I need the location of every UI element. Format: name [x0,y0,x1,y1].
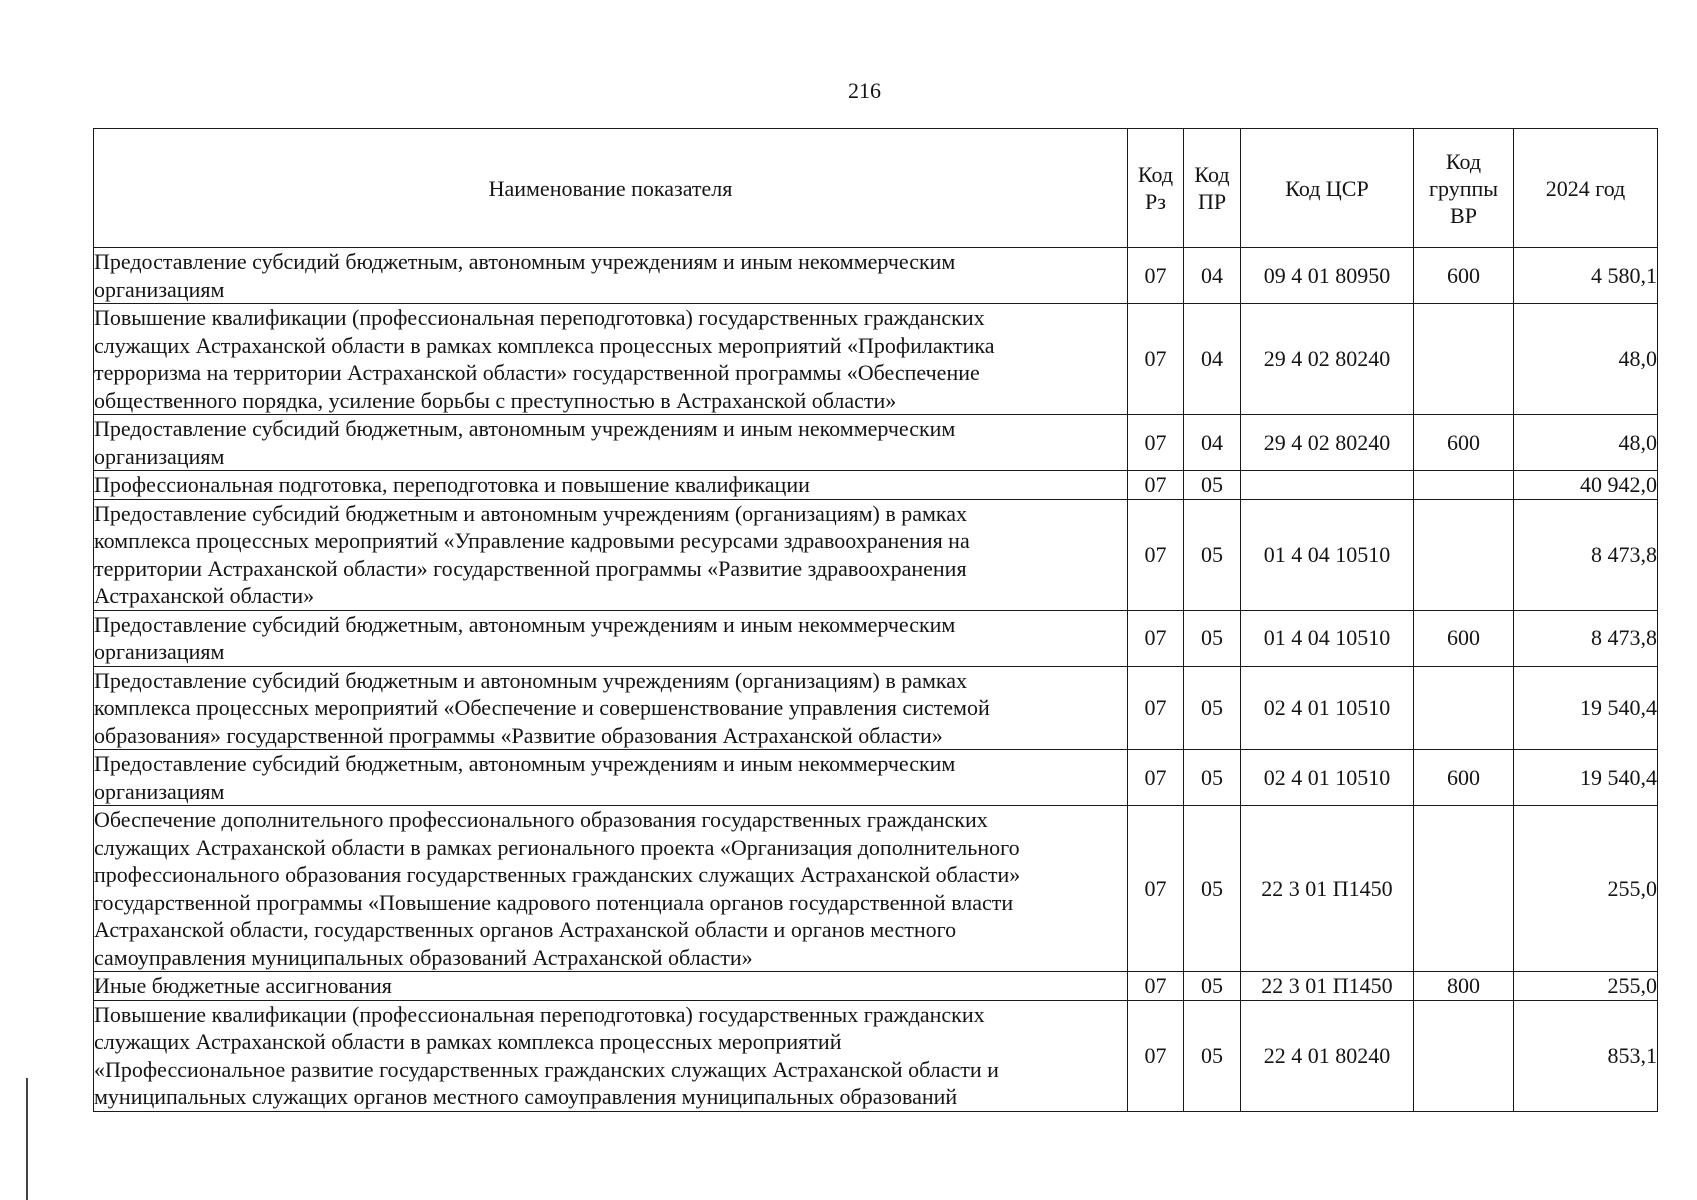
code-vr [1414,666,1514,750]
indicator-name-line: общественного порядка, усиление борьбы с преступностью в Астраханской области» [94,387,897,413]
page-number: 216 [848,78,881,103]
table-row [94,499,1658,610]
table-row [94,610,1658,666]
code-pr: 04 [1184,415,1241,471]
indicator-name-line: Астраханской области, государственных органов Астраханской области и органов местного [94,917,957,942]
indicator-name [94,750,1128,806]
code-csr: 29 4 02 80240 [1241,304,1414,415]
indicator-name [94,666,1128,750]
code-rz: 07 [1128,499,1184,610]
indicator-name-line: Предоставление субсидий бюджетным, автономным учреждениям и иным некоммерческим [94,416,956,441]
indicator-name-line: служащих Астраханской области в рамках комплекса процессных мероприятий [94,1029,842,1054]
amount-2024: 40 942,0 [1514,471,1658,500]
header-csr: Код ЦСР [1241,129,1414,248]
amount-2024: 19 540,4 [1514,666,1658,750]
indicator-name-line: Предоставление субсидий бюджетным и автономным учреждениям (организациям) в рамках [94,667,968,693]
indicator-name-line: организациям [94,276,225,302]
indicator-name [94,610,1128,666]
code-csr [1241,471,1414,500]
amount-2024: 19 540,4 [1514,750,1658,806]
table-row [94,248,1658,304]
indicator-name [94,499,1128,610]
code-rz: 07 [1128,610,1184,666]
code-pr: 04 [1184,248,1241,304]
table-row [94,471,1658,500]
indicator-name [94,415,1128,471]
indicator-name-line: Предоставление субсидий бюджетным, автономным учреждениям и иным некоммерческим [94,249,956,274]
amount-2024: 48,0 [1514,415,1658,471]
amount-2024: 4 580,1 [1514,248,1658,304]
code-csr: 22 3 01 П1450 [1241,972,1414,1001]
amount-2024: 255,0 [1514,972,1658,1001]
indicator-name-line: образования» государственной программы «Развитие образования Астраханской области» [94,722,943,748]
indicator-name-line: Обеспечение дополнительного профессионального образования государственных гражданских [94,807,988,832]
indicator-name-line: профессионального образования государственных гражданских служащих Астраханской области» [94,862,1021,887]
code-vr [1414,1000,1514,1111]
indicator-name-line: территории Астраханской области» государственной программы «Развитие здравоохранения [94,555,967,581]
code-vr: 600 [1414,415,1514,471]
table-row [94,304,1658,415]
indicator-name-line: муниципальных служащих органов местного самоуправления муниципальных образований [94,1084,958,1109]
indicator-name-line: служащих Астраханской области в рамках регионального проекта «Организация дополнительного [94,834,1020,860]
code-csr: 09 4 01 80950 [1241,248,1414,304]
code-rz: 07 [1128,972,1184,1001]
indicator-name-line: Повышение квалификации (профессиональная переподготовка) государственных гражданских [94,1001,985,1027]
indicator-name-line: «Профессиональное развитие государственных гражданских служащих Астраханской области и [94,1056,999,1082]
code-pr: 05 [1184,610,1241,666]
table-body [94,248,1658,1112]
code-rz: 07 [1128,248,1184,304]
code-rz: 07 [1128,1000,1184,1111]
indicator-name-line: Астраханской области» [94,583,315,608]
table-row [94,972,1658,1001]
indicator-name [94,248,1128,304]
code-pr: 05 [1184,750,1241,806]
code-vr: 800 [1414,972,1514,1001]
table-row [94,750,1658,806]
header-vr-line: Код [1445,148,1482,174]
table-row [94,1000,1658,1111]
header-rz [1128,129,1184,248]
indicator-name-line: комплекса процессных мероприятий «Обеспечение и совершенствование управления системой [94,695,990,720]
code-pr: 05 [1184,666,1241,750]
code-csr: 01 4 04 10510 [1241,499,1414,610]
code-csr: 01 4 04 10510 [1241,610,1414,666]
code-csr: 22 3 01 П1450 [1241,806,1414,972]
indicator-name [94,1000,1128,1111]
code-csr: 22 4 01 80240 [1241,1000,1414,1111]
code-pr: 05 [1184,972,1241,1001]
code-rz: 07 [1128,666,1184,750]
amount-2024: 48,0 [1514,304,1658,415]
header-pr [1184,129,1241,248]
code-csr: 02 4 01 10510 [1241,750,1414,806]
indicator-name [94,972,1128,1001]
table-row [94,666,1658,750]
code-pr: 05 [1184,1000,1241,1111]
indicator-name-line: организациям [94,443,225,469]
code-rz: 07 [1128,415,1184,471]
amount-2024: 853,1 [1514,1000,1658,1111]
code-pr: 05 [1184,471,1241,500]
header-vr-line: ВР [1450,202,1477,228]
indicator-name-line: самоуправления муниципальных образований Астраханской области» [94,944,753,970]
code-csr: 29 4 02 80240 [1241,415,1414,471]
budget-table [93,128,1658,1112]
header-vr-line: группы [1428,175,1499,201]
code-rz: 07 [1128,750,1184,806]
code-pr: 05 [1184,499,1241,610]
header-pr-line: ПР [1197,189,1227,214]
indicator-name-line: комплекса процессных мероприятий «Управление кадровыми ресурсами здравоохранения на [94,528,970,553]
indicator-name-line: терроризма на территории Астраханской области» государственной программы «Обеспечение [94,360,980,385]
code-rz: 07 [1128,471,1184,500]
header-name: Наименование показателя [94,129,1128,248]
code-vr: 600 [1414,248,1514,304]
code-vr [1414,471,1514,500]
table-row [94,806,1658,972]
indicator-name-line: Предоставление субсидий бюджетным и автономным учреждениям (организациям) в рамках [94,500,968,526]
indicator-name-line: Профессиональная подготовка, переподготовка и повышение квалификации [94,472,810,497]
indicator-name-line: государственной программы «Повышение кадрового потенциала органов государственной власти [94,889,1014,915]
code-rz: 07 [1128,806,1184,972]
header-rz-line: Код [1137,162,1174,187]
indicator-name-line: организациям [94,639,225,664]
code-vr [1414,499,1514,610]
header-rz-line: Рз [1145,189,1166,214]
code-vr: 600 [1414,750,1514,806]
table-row [94,415,1658,471]
indicator-name-line: Предоставление субсидий бюджетным, автономным учреждениям и иным некоммерческим [94,751,956,776]
header-vr [1414,129,1514,248]
amount-2024: 8 473,8 [1514,499,1658,610]
indicator-name-line: Повышение квалификации (профессиональная переподготовка) государственных гражданских [94,305,985,330]
code-rz: 07 [1128,304,1184,415]
code-pr: 04 [1184,304,1241,415]
indicator-name [94,806,1128,972]
indicator-name-line: Иные бюджетные ассигнования [94,973,392,998]
header-year: 2024 год [1514,129,1658,248]
indicator-name-line: служащих Астраханской области в рамках комплекса процессных мероприятий «Профилактика [94,332,995,358]
indicator-name [94,304,1128,415]
indicator-name-line: организациям [94,778,225,804]
amount-2024: 255,0 [1514,806,1658,972]
margin-line [26,1078,28,1200]
code-vr: 600 [1414,610,1514,666]
code-vr [1414,806,1514,972]
header-row [94,129,1658,248]
indicator-name [94,471,1128,500]
code-vr [1414,304,1514,415]
code-csr: 02 4 01 10510 [1241,666,1414,750]
amount-2024: 8 473,8 [1514,610,1658,666]
code-pr: 05 [1184,806,1241,972]
header-pr-line: Код [1194,162,1230,187]
indicator-name-line: Предоставление субсидий бюджетным, автономным учреждениям и иным некоммерческим [94,611,956,637]
